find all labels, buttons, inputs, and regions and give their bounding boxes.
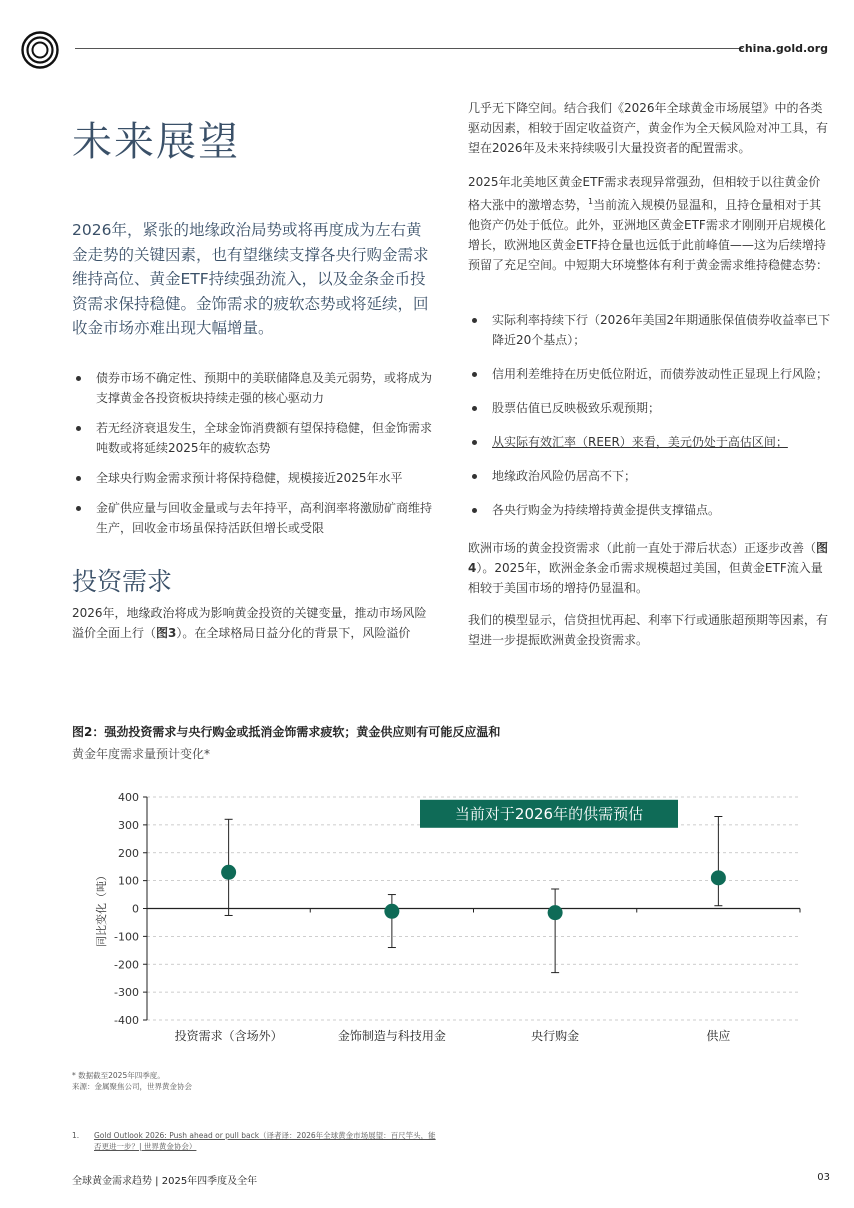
footnote (72, 1130, 442, 1152)
y-tick-label: -300 (114, 986, 139, 1000)
chart-notes (72, 1070, 192, 1092)
text-run: ）。2025年，欧洲金条金币需求规模超过美国，但黄金ETF流入量相较于美国市场的增持仍显温和。 (468, 561, 823, 595)
y-tick-label: 100 (118, 874, 139, 888)
y-tick-label: 400 (118, 791, 139, 804)
bullet-dot-icon (472, 508, 477, 513)
drivers-bullet-list (468, 310, 832, 534)
figure-ref-link[interactable]: 图3 (156, 626, 177, 640)
y-tick-label: -100 (114, 930, 139, 944)
bullet-dot-icon (76, 376, 81, 381)
bullet-text: 地缘政治风险仍居高不下； (492, 469, 637, 483)
bullet-dot-icon (76, 426, 81, 431)
bullet-text: 信用利差维持在历史低位附近，而债券波动性正显现上行风险； (492, 367, 829, 381)
bullet-text: 若无经济衰退发生，全球金饰消费额有望保持稳健，但金饰需求吨数或将延续2025年的疲软态势 (96, 421, 433, 455)
right-paragraph-3 (468, 538, 832, 598)
bullet-text: 金矿供应量与回收金量或与去年持平，高利润率将激励矿商维持生产，回收金市场虽保持活跃但增长或受限 (96, 501, 433, 535)
y-tick-label: 200 (118, 846, 139, 860)
list-item (72, 418, 436, 458)
right-paragraph-2 (468, 172, 832, 275)
list-item (72, 468, 436, 488)
list-item (468, 364, 832, 384)
bullet-text: 实际利率持续下行（2026年美国2年期通胀保值债券收益率已下降近20个基点）； (492, 313, 831, 347)
bullet-dot-icon (472, 406, 477, 411)
bullet-text: 全球央行购金需求预计将保持稳健，规模接近2025年水平 (96, 471, 403, 485)
reer-link[interactable]: 从实际有效汇率（REER）来看，美元仍处于高估区间； (492, 435, 788, 449)
y-tick-label: -400 (114, 1014, 139, 1027)
bullet-dot-icon (472, 474, 477, 479)
x-category-label: 金饰制造与科技用金 (337, 1029, 446, 1043)
figure-title: 图2：强劲投资需求与央行购金或抵消金饰需求疲软；黄金供应则有可能反应温和 (72, 725, 501, 739)
figure-subtitle: 黄金年度需求量预计变化* (72, 747, 211, 761)
data-point (548, 905, 563, 920)
footnote-ref-link[interactable]: 1 (588, 197, 594, 206)
outlook-bullet-list (72, 368, 436, 548)
page-title: 未来展望 (72, 119, 240, 165)
bullet-dot-icon (472, 440, 477, 445)
list-item (468, 398, 832, 418)
bullet-dot-icon (472, 318, 477, 323)
x-category-label: 投资需求（含场外） (174, 1029, 283, 1043)
right-paragraph-1: 几乎无下降空间。结合我们《2026年全球黄金市场展望》中的各类驱动因素，相较于固定收益资产，黄金作为全天候风险对冲工具，有望在2026年及未来持续吸引大量投资者的配置需求。 (468, 101, 829, 155)
x-category-label: 央行购金 (531, 1029, 580, 1043)
y-axis-label: 同比变化（吨） (95, 870, 108, 947)
gold-org-logo-icon (21, 31, 59, 69)
data-point (221, 865, 236, 880)
list-item (72, 498, 436, 538)
header-rule (75, 48, 743, 49)
right-paragraph-4: 我们的模型显示，信贷担忧再起、利率下行或通胀超预期等因素，有望进一步提振欧洲黄金投资需求。 (468, 613, 829, 647)
investment-paragraph (72, 603, 436, 643)
data-point (384, 904, 399, 919)
figure-ref-link[interactable]: 图4 (468, 541, 829, 575)
text-run: 欧洲市场的黄金投资需求（此前一直处于滞后状态）正逐步改善（ (468, 541, 817, 555)
list-item (468, 432, 832, 452)
text-run: 当前流入规模仍显温和，且持仓量相对于其他资产仍处于低位。此外，亚洲地区黄金ETF需求才刚刚开启规模化增长，欧洲地区黄金ETF持仓量也远低于此前峰值——这为后续增持预留了充足空间。中短期大环境整体有利于黄金需求维持稳健态势： (468, 198, 829, 272)
source-note: 来源：金属聚焦公司，世界黄金协会 (72, 1082, 192, 1091)
y-tick-label: 0 (132, 902, 139, 916)
footnote-link[interactable]: Gold Outlook 2026: Push ahead or pull back（译者译：2026年全球黄金市场展望：百尺竿头，能否更进一步？| 世界黄金协会） (94, 1131, 436, 1151)
annotation-label: 当前对于2026年的供需预估 (454, 804, 644, 823)
text-run: 2025年北美地区黄金ETF需求表现异常强劲，但相较于以往黄金价格大涨中的激增态势， (468, 175, 821, 212)
page-number: 03 (817, 1172, 830, 1183)
list-item (468, 466, 832, 486)
footer-title: 全球黄金需求趋势 | 2025年四季度及全年 (72, 1176, 258, 1187)
data-note: * 数据截至2025年四季度。 (72, 1071, 165, 1080)
list-item (72, 368, 436, 408)
investment-heading: 投资需求 (72, 567, 173, 596)
bullet-dot-icon (472, 372, 477, 377)
y-tick-label: -200 (114, 958, 139, 972)
bullet-text: 债券市场不确定性、预期中的美联储降息及美元弱势，或将成为支撑黄金各投资板块持续走强的核心驱动力 (96, 371, 433, 405)
y-tick-label: 300 (118, 818, 139, 832)
bullet-dot-icon (76, 506, 81, 511)
list-item (468, 500, 832, 520)
list-item (468, 310, 832, 350)
bullet-text: 各央行购金为持续增持黄金提供支撑锚点。 (492, 503, 721, 517)
footnote-number: 1. (72, 1131, 80, 1140)
bullet-dot-icon (76, 476, 81, 481)
bullet-text: 股票估值已反映极致乐观预期； (492, 401, 661, 415)
demand-change-chart (72, 780, 812, 1070)
site-url-link[interactable]: china.gold.org (738, 42, 828, 55)
x-category-label: 供应 (706, 1029, 731, 1043)
data-point (711, 870, 726, 885)
lead-paragraph: 2026年，紧张的地缘政治局势或将再度成为左右黄金走势的关键因素，也有望继续支撑各央行购金需求维持高位、黄金ETF持续强劲流入，以及金条金币投资需求保持稳健。金饰需求的疲软态势或将延续，回收金市场亦难出现大幅增量。 (72, 221, 429, 337)
text-run: 2026年，地缘政治将成为影响黄金投资的关键变量，推动市场风险溢价全面上行（ (72, 606, 427, 640)
text-run: ）。在全球格局日益分化的背景下，风险溢价 (176, 626, 411, 640)
